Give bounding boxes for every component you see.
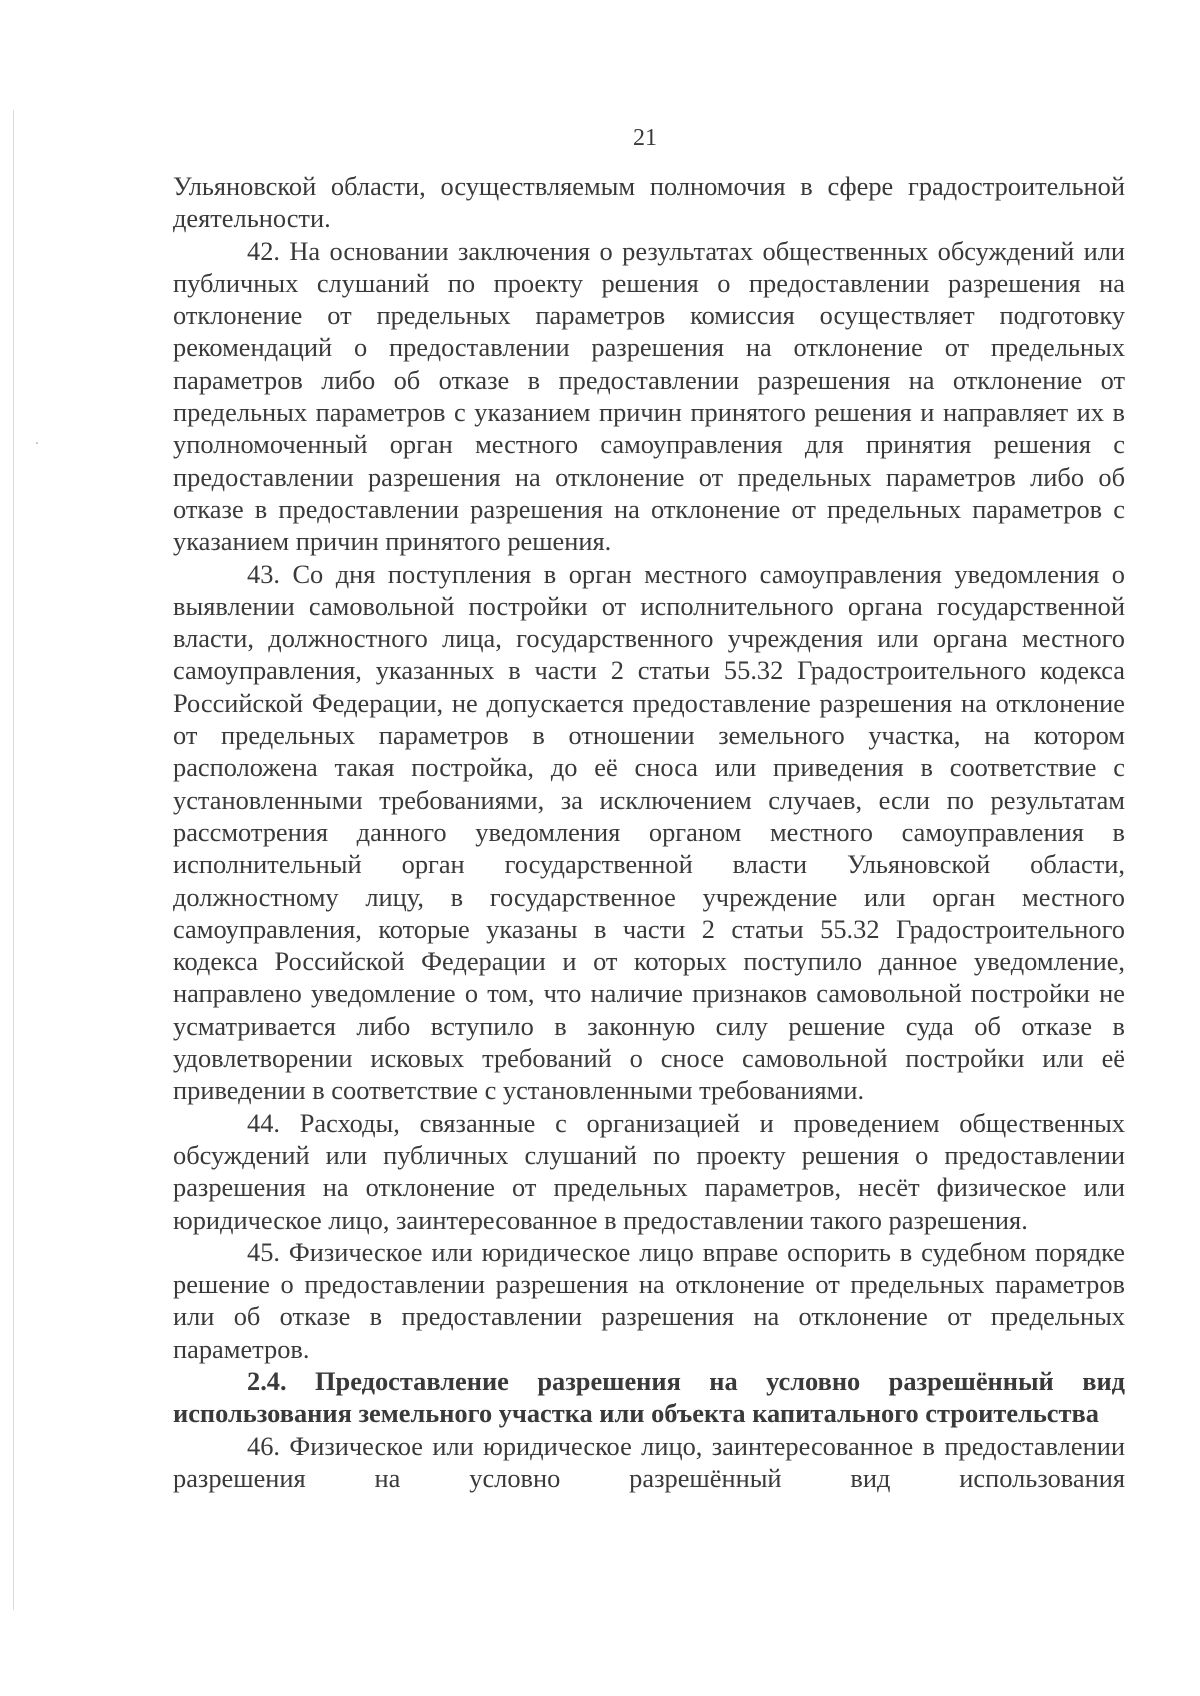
document-body [173, 170, 1125, 1494]
paragraph-continuation: Ульяновской области, осуществляемым полномочия в сфере градостроительной деятельности. [173, 171, 1125, 234]
section-heading-2-4: 2.4. Предоставление разрешения на условно разрешённый вид использования земельного участка или объекта капитального строительства [173, 1365, 1125, 1429]
scan-speck [36, 442, 38, 444]
scan-edge-line [13, 110, 14, 1610]
page-number: 21 [633, 125, 657, 151]
paragraph-44: 44. Расходы, связанные с организацией и проведением общественных обсуждений или публичных слушаний по проекту решения о предоставлении разрешения на отклонение от предельных параметров, несёт физическое или юридическое лицо, заинтересованное в предоставлении такого разрешения. [173, 1107, 1125, 1235]
paragraph-42: 42. На основании заключения о результатах общественных обсуждений или публичных слушаний по проекту решения о предоставлении разрешения на отклонение от предельных параметров комиссия осуществляет подготовку рекомендаций о предоставлении разрешения на отклонение от предельных параметров либо об отказе в предоставлении разрешения на отклонение от предельных параметров с указанием причин принятого решения и направляет их в уполномоченный орган местного самоуправления для принятия решения с предоставлении разрешения на отклонение от предельных параметров либо об отказе в предоставлении разрешения на отклонение от предельных параметров с указанием причин принятого решения. [173, 235, 1125, 557]
paragraph-45: 45. Физическое или юридическое лицо вправе оспорить в судебном порядке решение о предоставлении разрешения на отклонение от предельных параметров или об отказе в предоставлении разрешения на отклонение от предельных параметров. [173, 1236, 1125, 1364]
paragraph-46: 46. Физическое или юридическое лицо, заинтересованное в предоставлении разрешения на условно разрешённый вид использования [173, 1430, 1125, 1493]
paragraph-43: 43. Со дня поступления в орган местного самоуправления уведомления о выявлении самовольной постройки от исполнительного органа государственной власти, должностного лица, государственного учреждения или органа местного самоуправления, указанных в части 2 статьи 55.32 Градостроительного кодекса Российской Федерации, не допускается предоставление разрешения на отклонение от предельных параметров в отношении земельного участка, на котором расположена такая постройка, до её сноса или приведения в соответствие с установленными требованиями, за исключением случаев, если по результатам рассмотрения данного уведомления органом местного самоуправления в исполнительный орган государственной власти Ульяновской области, должностному лицу, в государственное учреждение или орган местного самоуправления, которые указаны в части 2 статьи 55.32 Градостроительного кодекса Российской Федерации и от которых поступило данное уведомление, направлено уведомление о том, что наличие признаков самовольной постройки не усматривается либо вступило в законную силу решение суда об отказе в удовлетворении исковых требований о сносе самовольной постройки или её приведении в соответствие с установленными требованиями. [173, 558, 1125, 1106]
